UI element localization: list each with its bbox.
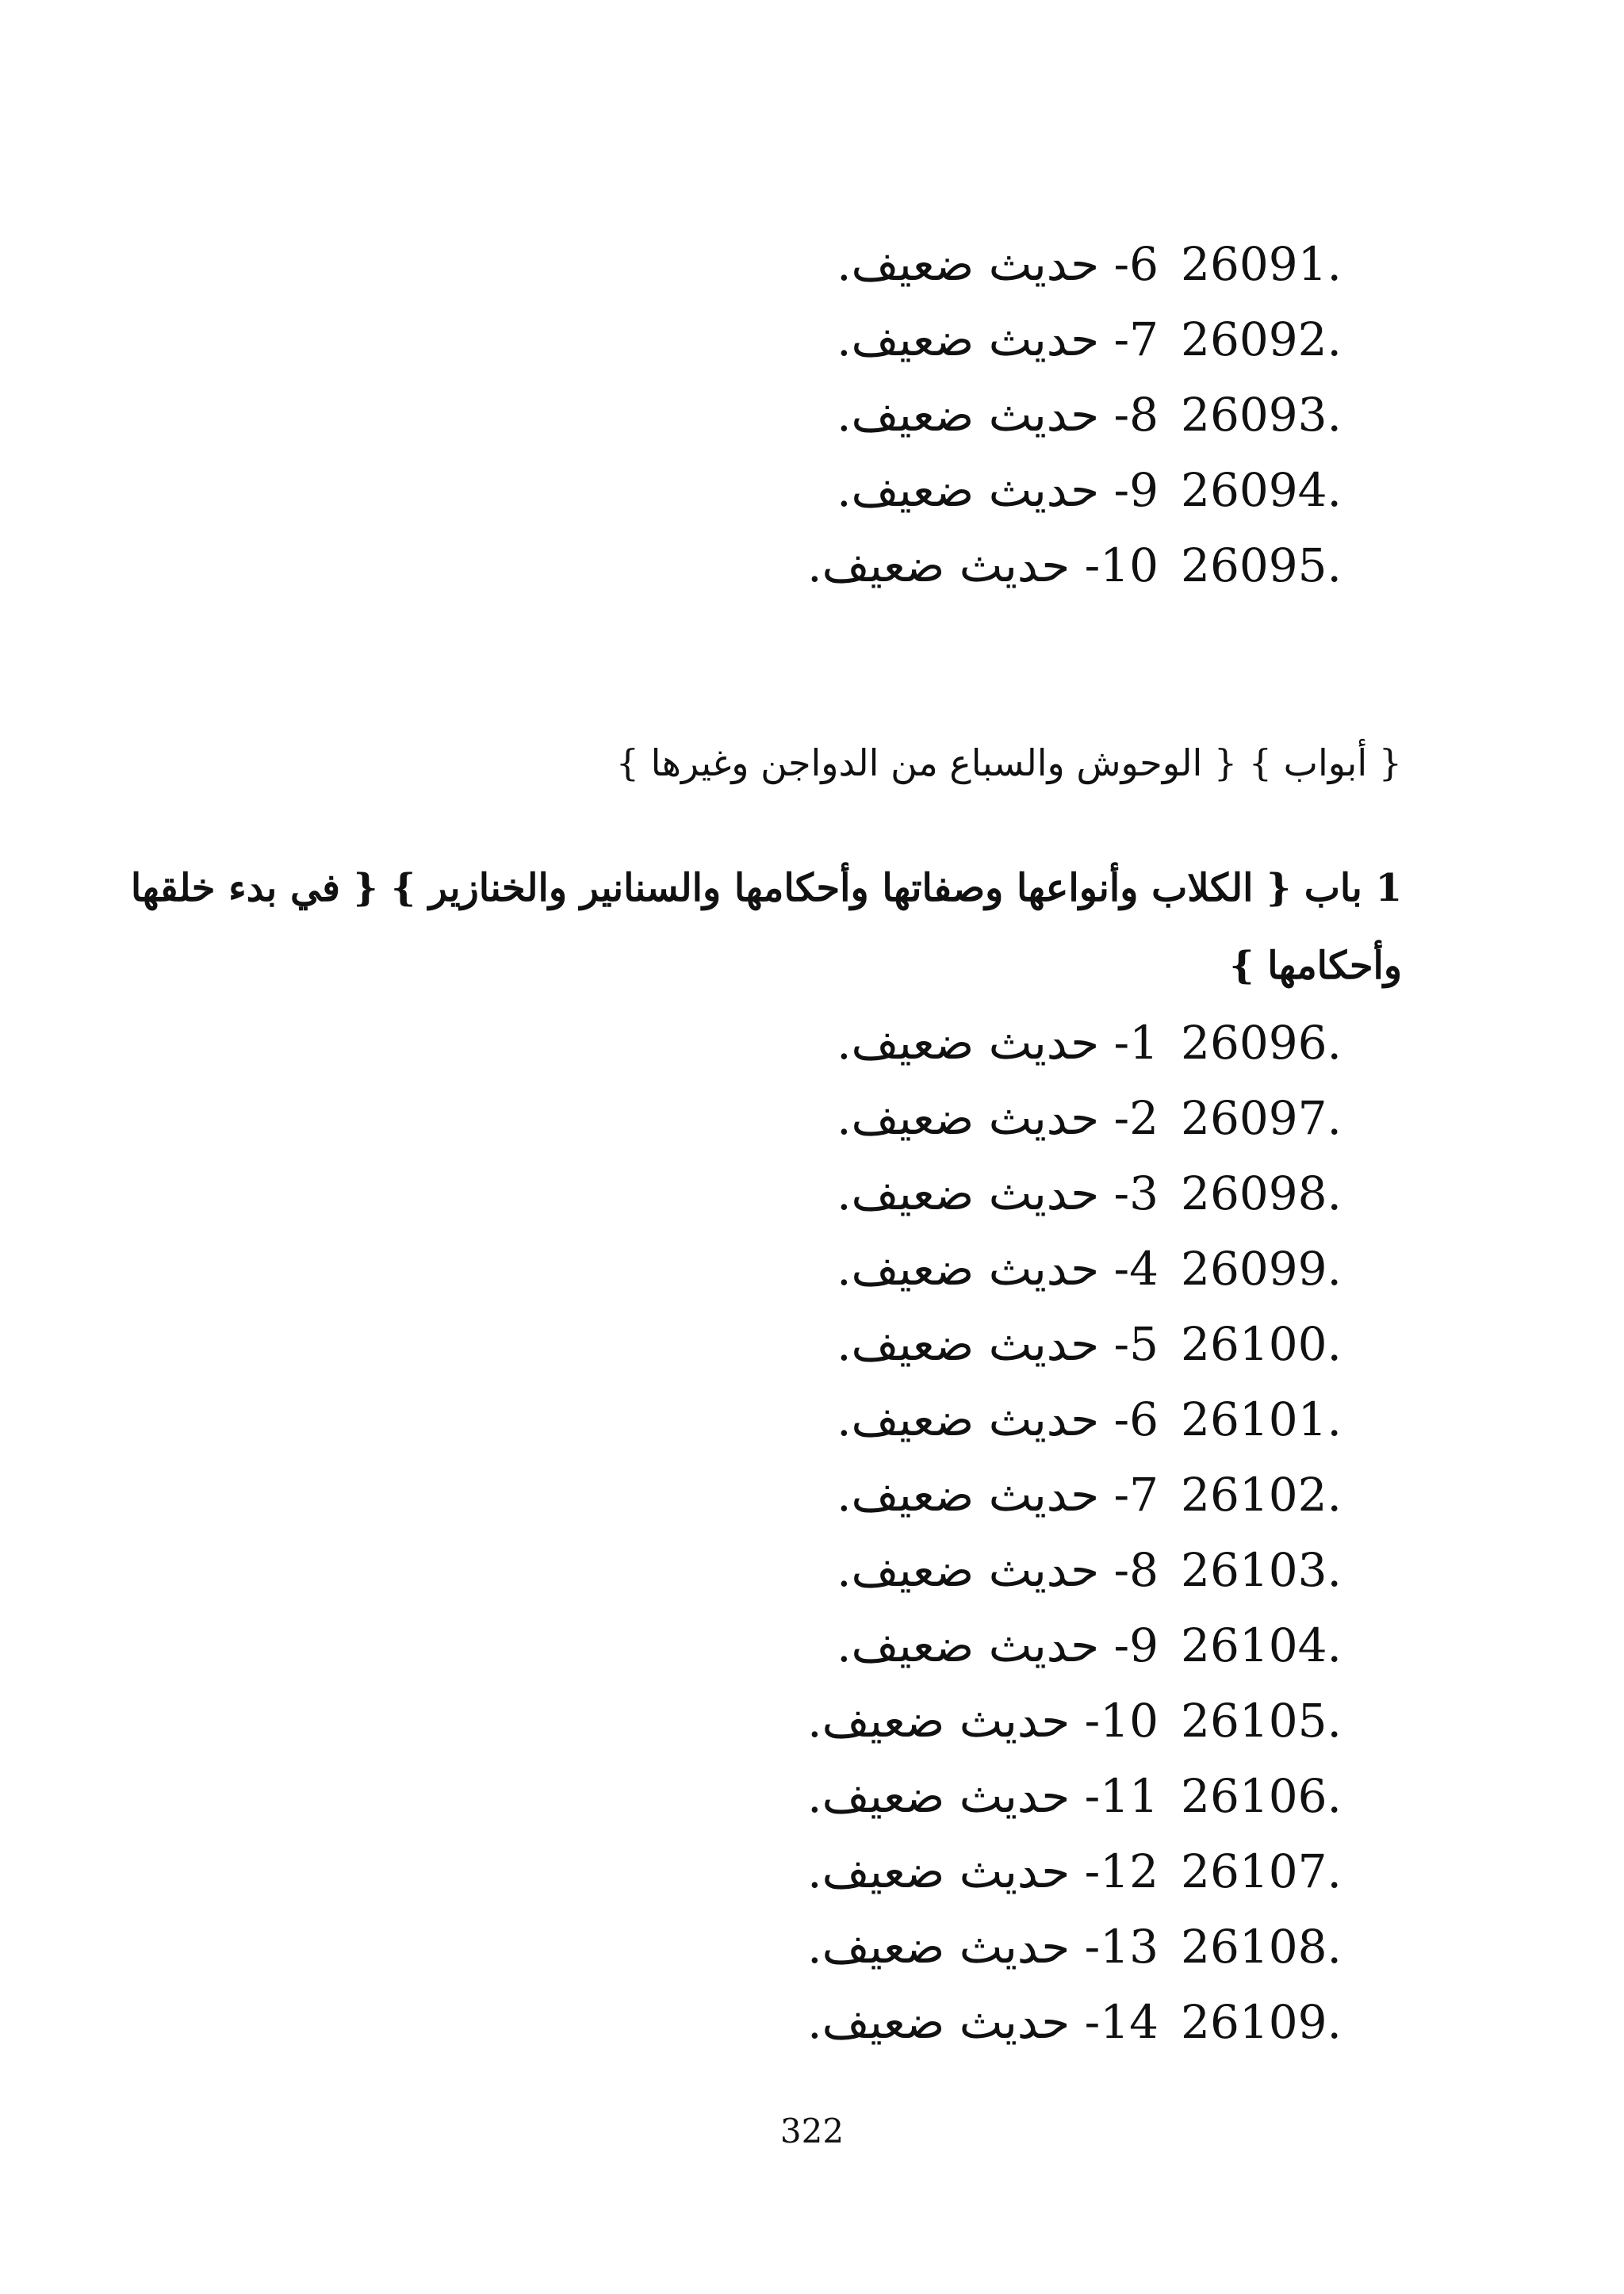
hadith-entry [0, 1162, 1342, 1225]
entry-number: 26091. [1181, 237, 1342, 291]
entry-number: 26094. [1181, 463, 1342, 517]
entry-text: 10- حديث ضعيف. [807, 1694, 1159, 1748]
hadith-entry [0, 458, 1342, 522]
entry-text: 2- حديث ضعيف. [837, 1091, 1159, 1145]
entry-number: 26104. [1181, 1618, 1342, 1672]
entry-number: 26098. [1181, 1166, 1342, 1220]
hadith-entry [0, 383, 1342, 446]
entry-text: 9- حديث ضعيف. [837, 463, 1159, 517]
entry-text: 7- حديث ضعيف. [837, 1468, 1159, 1522]
page-number: 322 [779, 2112, 845, 2150]
entry-number: 26106. [1181, 1769, 1342, 1823]
entry-number: 26107. [1181, 1844, 1342, 1898]
entry-text: 11- حديث ضعيف. [807, 1769, 1159, 1823]
entry-number: 26095. [1181, 538, 1342, 592]
hadith-entry [0, 1312, 1342, 1376]
entry-text: 6- حديث ضعيف. [837, 237, 1159, 291]
entry-number: 26109. [1181, 1995, 1342, 2049]
entry-text: 13- حديث ضعيف. [807, 1920, 1159, 1974]
hadith-entry [0, 308, 1342, 371]
entry-number: 26093. [1181, 388, 1342, 442]
entry-text: 8- حديث ضعيف. [837, 388, 1159, 442]
entry-text: 7- حديث ضعيف. [837, 312, 1159, 366]
hadith-entry [0, 1915, 1342, 1978]
hadith-entry [0, 1011, 1342, 1074]
hadith-entry [0, 1614, 1342, 1677]
entry-number: 26096. [1181, 1016, 1342, 1070]
hadith-entry [0, 1463, 1342, 1526]
entry-number: 26100. [1181, 1317, 1342, 1371]
hadith-entry [0, 1388, 1342, 1451]
entry-text: 5- حديث ضعيف. [837, 1317, 1159, 1371]
entry-text: 12- حديث ضعيف. [807, 1844, 1159, 1898]
entry-number: 26103. [1181, 1543, 1342, 1597]
entry-text: 10- حديث ضعيف. [807, 538, 1159, 592]
hadith-entry [0, 1990, 1342, 2054]
section-heading: { أبواب } { الوحوش والسباع من الدواجن وغيرها } [615, 741, 1402, 784]
entry-number: 26101. [1181, 1392, 1342, 1446]
entry-text: 9- حديث ضعيف. [837, 1618, 1159, 1672]
hadith-entry [0, 534, 1342, 597]
hadith-entry [0, 1840, 1342, 1903]
hadith-entry [0, 232, 1342, 296]
entry-number: 26099. [1181, 1242, 1342, 1296]
entry-number: 26102. [1181, 1468, 1342, 1522]
chapter-heading-line1: 1 باب { الكلاب وأنواعها وصفاتها وأحكامها والسنانير والخنازير } { في بدء خلقها [130, 866, 1402, 910]
hadith-entry [0, 1237, 1342, 1300]
entry-text: 4- حديث ضعيف. [837, 1242, 1159, 1296]
entry-number: 26092. [1181, 312, 1342, 366]
entry-text: 6- حديث ضعيف. [837, 1392, 1159, 1446]
entry-number: 26108. [1181, 1920, 1342, 1974]
hadith-entry [0, 1538, 1342, 1602]
entry-text: 14- حديث ضعيف. [807, 1995, 1159, 2049]
entry-text: 1- حديث ضعيف. [837, 1016, 1159, 1070]
hadith-entry [0, 1764, 1342, 1828]
entry-number: 26097. [1181, 1091, 1342, 1145]
hadith-entry [0, 1086, 1342, 1150]
hadith-entry [0, 1689, 1342, 1752]
chapter-heading-line2: وأحكامها } [1229, 944, 1402, 988]
entry-text: 3- حديث ضعيف. [837, 1166, 1159, 1220]
entry-number: 26105. [1181, 1694, 1342, 1748]
entry-text: 8- حديث ضعيف. [837, 1543, 1159, 1597]
